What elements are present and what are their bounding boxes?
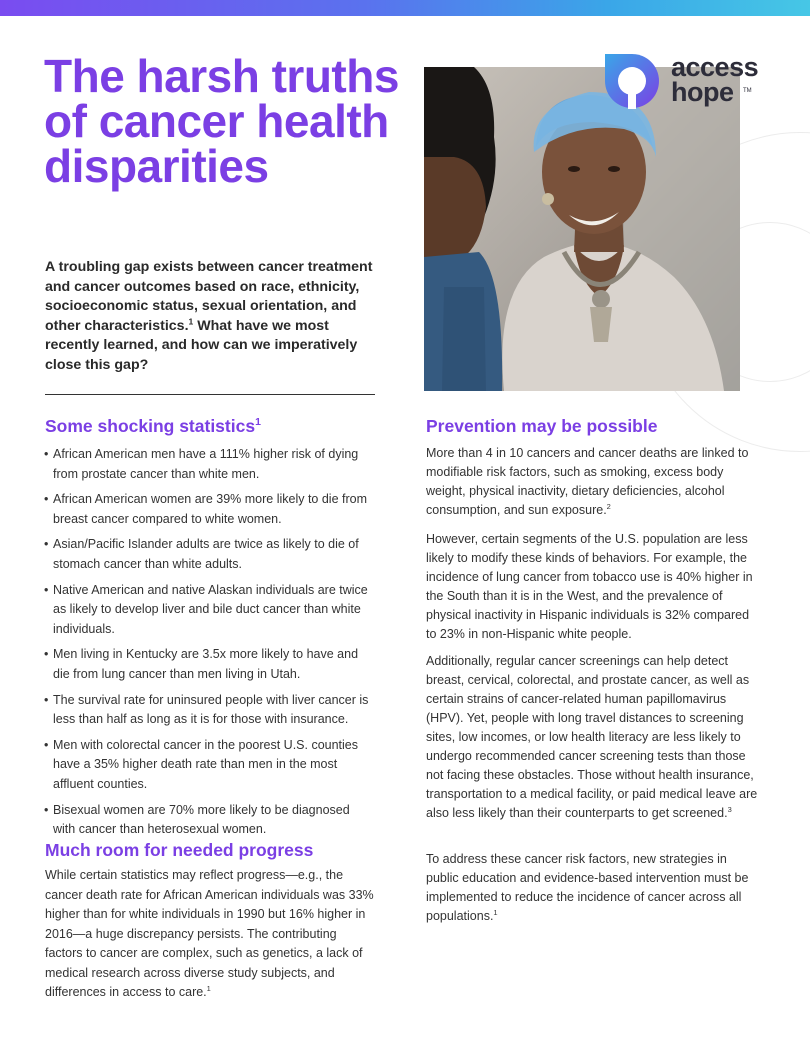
logo-mark-icon bbox=[603, 52, 661, 110]
divider bbox=[45, 394, 375, 395]
list-item: • Men with colorectal cancer in the poorest U.S. counties have a 35% higher death rate than men in the most affluent counties. bbox=[44, 736, 374, 795]
trademark-symbol: TM bbox=[743, 88, 752, 94]
intro-paragraph: A troubling gap exists between cancer treatment and cancer outcomes based on race, ethnicity, socioeconomic status, sexual orientation, and other characteristics.$^1$ What have we most recently learned, and how can we imperatively close this gap? bbox=[45, 259, 373, 373]
list-item: • African American women are 39% more likely to die from breast cancer compared to white women. bbox=[44, 490, 374, 529]
list-item: • Native American and native Alaskan individuals are twice as likely to develop liver and bile duct cancer than white individuals. bbox=[44, 581, 374, 640]
list-item: • Bisexual women are 70% more likely to be diagnosed with cancer than heterosexual women. bbox=[44, 801, 374, 840]
prevention-paragraph-3: Additionally, regular cancer screenings can help detect breast, cervical, colorectal, and prostate cancer, as well as certain strains of cancer-related human papillomavirus (HPV). Yet, people with long travel distances to screening sites, low incomes, or low health literacy are less likely to undergo recommended cancer screening tests than those not facing these obstacles. Those without health insurance, transportation to a medical facility, or paid medical leave are also less likely than their counterparts to get screened.$^3$ bbox=[426, 654, 758, 820]
hero-photo bbox=[424, 67, 740, 391]
progress-paragraph: While certain statistics may reflect progress—e.g., the cancer death rate for African American individuals was 33% higher than for white individuals in 1990 but 16% higher in 2016—a huge discrepancy persists. The contributing factors to cancer are complex, such as genetics, a lack of medical research across diverse study subjects, and differences in access to care.$^1$ bbox=[45, 868, 374, 999]
list-item: • Asian/Pacific Islander adults are twice as likely to die of stomach cancer than white adults. bbox=[44, 535, 374, 574]
prevention-heading: Prevention may be possible bbox=[426, 416, 658, 436]
stats-list bbox=[44, 445, 374, 846]
stats-heading: Some shocking statistics$^1$ bbox=[45, 416, 261, 436]
prevention-paragraph-4: To address these cancer risk factors, new strategies in public education and evidence-based intervention must be implemented to reduce the incidence of cancer across all populations.$^1$ bbox=[426, 852, 749, 923]
logo-wordmark: access hope bbox=[671, 52, 759, 107]
access-hope-logo bbox=[603, 52, 778, 112]
list-item: • The survival rate for uninsured people with liver cancer is less than half as long as it is for those with insurance. bbox=[44, 691, 374, 730]
list-item: • African American men have a 111% higher risk of dying from prostate cancer than white men. bbox=[44, 445, 374, 484]
list-item: • Men living in Kentucky are 3.5x more likely to have and die from lung cancer than men living in Utah. bbox=[44, 645, 374, 684]
prevention-paragraph-1: More than 4 in 10 cancers and cancer deaths are linked to modifiable risk factors, such as smoking, excess body weight, physical inactivity, dietary deficiencies, alcohol consumption, and sun exposure.$^2$ bbox=[426, 446, 749, 517]
progress-heading: Much room for needed progress bbox=[45, 840, 314, 860]
hero-photo-illustration bbox=[424, 67, 740, 391]
top-gradient-bar bbox=[0, 0, 810, 16]
page-title: The harsh truths of cancer health disparities bbox=[44, 50, 399, 192]
prevention-paragraph-2: However, certain segments of the U.S. population are less likely to modify these kinds of behaviors. For example, the incidence of lung cancer from tobacco use is 40% higher in the South than it is in the West, and the prevalence of physical inactivity in Hispanic individuals is 32% compared to 23% in non-Hispanic white people. bbox=[426, 532, 753, 641]
